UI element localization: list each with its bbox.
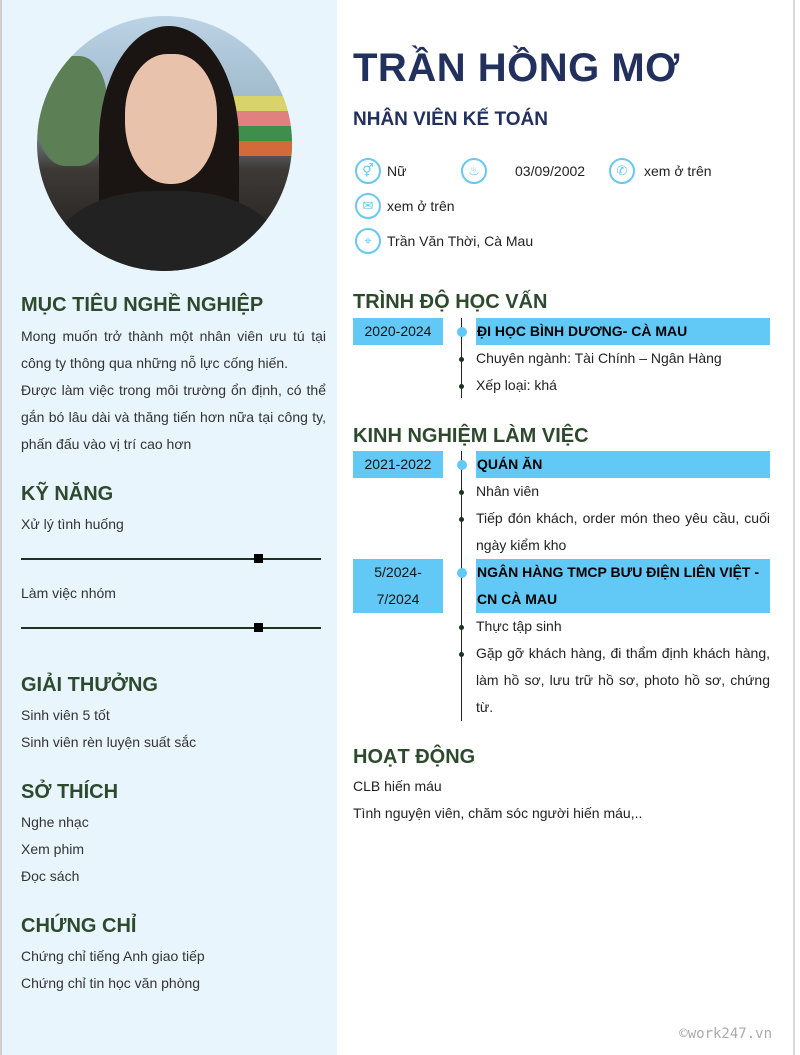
- job-description: Tiếp đón khách, order món theo yêu cầu, cuối ngày kiểm kho: [476, 510, 770, 553]
- contact-email: [355, 193, 455, 219]
- skill-level-marker: [254, 554, 263, 563]
- activity-item: Tình nguyện viên, chăm sóc người hiến máu,..: [353, 805, 643, 821]
- objective-text-1: Mong muốn trở thành một nhân viên ưu tú tại công ty thông qua những nỗ lực cống hiến.: [21, 328, 326, 371]
- education-major: Chuyên ngành: Tài Chính – Ngân Hàng: [476, 350, 722, 366]
- school-name: Đ̣I HỌC BÌNH DƯƠNG- CÀ MAU: [476, 318, 770, 345]
- award-item: Sinh viên 5 tốt: [21, 707, 110, 723]
- gender-icon: ⚥: [355, 158, 381, 184]
- job-position: Nhân viên: [476, 483, 540, 499]
- timeline-dot: [457, 568, 467, 578]
- hobby-item: Nghe nhạc: [21, 814, 89, 830]
- education-date: 2020-2024: [353, 318, 443, 345]
- award-item: Sinh viên rèn luyện suất sắc: [21, 734, 197, 750]
- skill-level-bar: [21, 558, 321, 560]
- address-value: Trần Văn Thời, Cà Mau: [387, 233, 534, 249]
- phone-value: xem ở trên: [644, 163, 712, 179]
- bullet-dot: [459, 652, 464, 657]
- bullet-dot: [459, 357, 464, 362]
- job-company: NGÂN HÀNG TMCP BƯU ĐIỆN LIÊN VIỆT - CN CÀ MAU: [476, 559, 770, 613]
- timeline-dot: [457, 327, 467, 337]
- skill-name: Xử lý tình huống: [21, 516, 124, 532]
- education-grade: Xếp loại: khá: [476, 377, 557, 393]
- phone-icon: ✆: [609, 158, 635, 184]
- gender-value: Nữ: [387, 163, 407, 179]
- awards-heading: GIẢI THƯỞNG: [21, 674, 158, 696]
- certificate-item: Chứng chỉ tiếng Anh giao tiếp: [21, 948, 205, 964]
- objective-heading: MỤC TIÊU NGHỀ NGHIỆP: [21, 294, 264, 316]
- activity-item: CLB hiến máu: [353, 778, 442, 794]
- objective-text-2: Được làm việc trong môi trường ổn định, có thể gắn bó lâu dài và thăng tiến hơn nữa tại công ty, phấn đấu vào vị trí cao hơn: [21, 382, 326, 452]
- skills-heading: KỸ NĂNG: [21, 483, 114, 505]
- job-company: QUÁN ĂN: [476, 451, 770, 478]
- activities-heading: HOẠT ĐỘNG: [353, 746, 476, 768]
- birthday-cake-icon: ♨: [461, 158, 487, 184]
- birthday-value: 03/09/2002: [515, 163, 586, 179]
- hobby-item: Đọc sách: [21, 868, 80, 884]
- certificates-heading: CHỨNG CHỈ: [21, 915, 137, 937]
- timeline-dot: [457, 460, 467, 470]
- contact-gender: [355, 158, 406, 184]
- hobbies-heading: SỞ THÍCH: [21, 781, 119, 803]
- hobby-item: Xem phim: [21, 841, 85, 857]
- profile-photo: [37, 16, 292, 271]
- skill-level-bar: [21, 627, 321, 629]
- education-heading: TRÌNH ĐỘ HỌC VẤN: [353, 291, 548, 313]
- contact-address: [355, 228, 533, 254]
- job-date-start: 5/2024-: [374, 564, 422, 580]
- bullet-dot: [459, 384, 464, 389]
- certificate-item: Chứng chỉ tin học văn phòng: [21, 975, 201, 991]
- contact-birthday: [461, 158, 585, 184]
- email-value: xem ở trên: [387, 198, 455, 214]
- experience-heading: KINH NGHIỆM LÀM VIỆC: [353, 425, 589, 447]
- job-date: 2021-2022: [353, 451, 443, 478]
- job-date-end: 7/2024: [376, 591, 420, 607]
- email-icon: ✉: [355, 193, 381, 219]
- candidate-name: TRẦN HỒNG MƠ: [353, 46, 680, 90]
- contact-phone: [609, 158, 712, 184]
- map-location-icon: ⌖: [355, 228, 381, 254]
- bullet-dot: [459, 490, 464, 495]
- job-date: [353, 559, 443, 613]
- bullet-dot: [459, 625, 464, 630]
- job-position: Thực tập sinh: [476, 618, 562, 634]
- job-description: Gặp gỡ khách hàng, đi thẩm định khách hàng, làm hồ sơ, lưu trữ hồ sơ, photo hồ sơ, chứng từ.: [476, 645, 770, 715]
- watermark: ©work247.vn: [679, 1026, 772, 1042]
- skill-level-marker: [254, 623, 263, 632]
- bullet-dot: [459, 517, 464, 522]
- job-title: NHÂN VIÊN KẾ TOÁN: [353, 109, 548, 130]
- skill-name: Làm việc nhóm: [21, 585, 116, 601]
